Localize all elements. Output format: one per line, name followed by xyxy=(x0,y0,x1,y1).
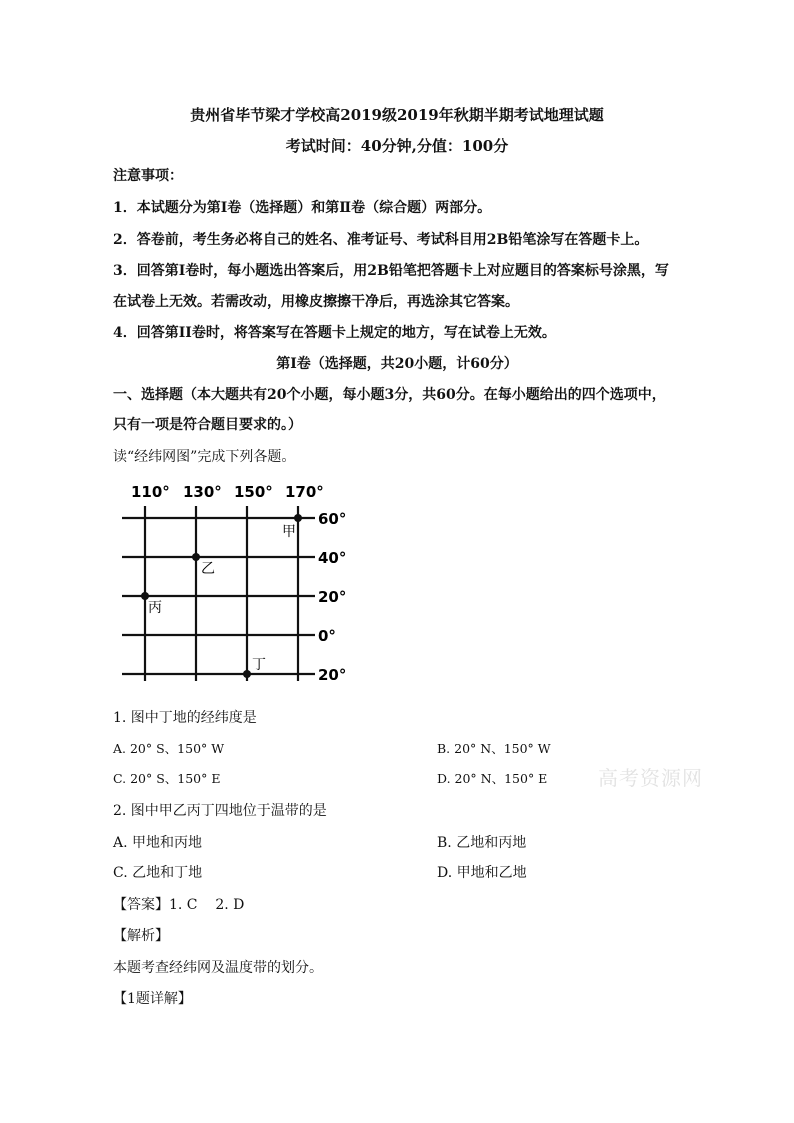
longitude-label: 170° xyxy=(285,483,324,501)
question-option: B. 乙地和丙地 xyxy=(437,835,527,851)
section-instructions: 一、选择题（本大题共有20个小题，每小题3分，共60分。在每小题给出的四个选项中， xyxy=(113,387,666,403)
point-yi-label: 乙 xyxy=(201,561,215,577)
question-option: A. 20° S、150° W xyxy=(113,741,225,756)
question-option: B. 20° N、150° W xyxy=(437,741,551,756)
question-option: A. 甲地和丙地 xyxy=(113,835,203,851)
exam-info: 考试时间：40分钟,分值：100分 xyxy=(285,137,509,155)
question-stem: 2. 图中甲乙丙丁四地位于温带的是 xyxy=(113,803,327,819)
latitude-label: 40° xyxy=(318,549,347,567)
question-intro: 读“经纬网图”完成下列各题。 xyxy=(113,449,296,465)
note-item: 3．回答第Ⅰ卷时，每小题选出答案后，用2B铅笔把答题卡上对应题目的答案标号涂黑，写 xyxy=(113,263,669,279)
question-option: C. 乙地和丁地 xyxy=(113,865,203,881)
point-bing-marker xyxy=(141,592,149,600)
latitude-label: 20° xyxy=(318,666,347,684)
point-ding-label: 丁 xyxy=(252,657,266,673)
question-option: C. 20° S、150° E xyxy=(113,771,221,786)
question-option: D. 20° N、150° E xyxy=(437,771,548,786)
analysis-heading: 【解析】 xyxy=(113,928,169,944)
note-item: 1．本试题分为第Ⅰ卷（选择题）和第Ⅱ卷（综合题）两部分。 xyxy=(113,200,492,216)
note-item: 4．回答第II卷时，将答案写在答题卡上规定的地方，写在试卷上无效。 xyxy=(113,325,556,341)
answer-line: 【答案】1. C 2. D xyxy=(113,897,245,913)
point-jia-label: 甲 xyxy=(282,524,296,540)
page-title: 贵州省毕节梁才学校高2019级2019年秋期半期考试地理试题 xyxy=(190,106,604,124)
analysis-text: 本题考查经纬网及温度带的划分。 xyxy=(113,960,323,976)
longitude-label: 150° xyxy=(234,483,273,501)
watermark: 高考资源网 xyxy=(598,766,703,790)
section-title: 第Ⅰ卷（选择题，共20小题，计60分） xyxy=(276,356,518,372)
question-option: D. 甲地和乙地 xyxy=(437,865,527,881)
longitude-label: 110° xyxy=(131,483,170,501)
note-item: 在试卷上无效。若需改动，用橡皮擦擦干净后，再选涂其它答案。 xyxy=(113,294,519,310)
longitude-label: 130° xyxy=(183,483,222,501)
question-stem: 1. 图中丁地的经纬度是 xyxy=(113,710,257,726)
point-bing-label: 丙 xyxy=(148,600,162,616)
note-item: 2．答卷前，考生务必将自己的姓名、准考证号、考试科目用2B铅笔涂写在答题卡上。 xyxy=(113,232,649,248)
notes-heading: 注意事项： xyxy=(113,168,183,184)
detail-heading: 【1题详解】 xyxy=(113,991,192,1007)
latitude-label: 20° xyxy=(318,588,347,606)
section-instructions-cont: 只有一项是符合题目要求的。） xyxy=(113,417,302,433)
latitude-label: 60° xyxy=(318,510,347,528)
point-yi-marker xyxy=(192,553,200,561)
lat-long-grid-figure xyxy=(115,478,365,688)
latitude-label: 0° xyxy=(318,627,336,645)
point-ding-marker xyxy=(243,670,251,678)
point-jia-marker xyxy=(294,514,302,522)
